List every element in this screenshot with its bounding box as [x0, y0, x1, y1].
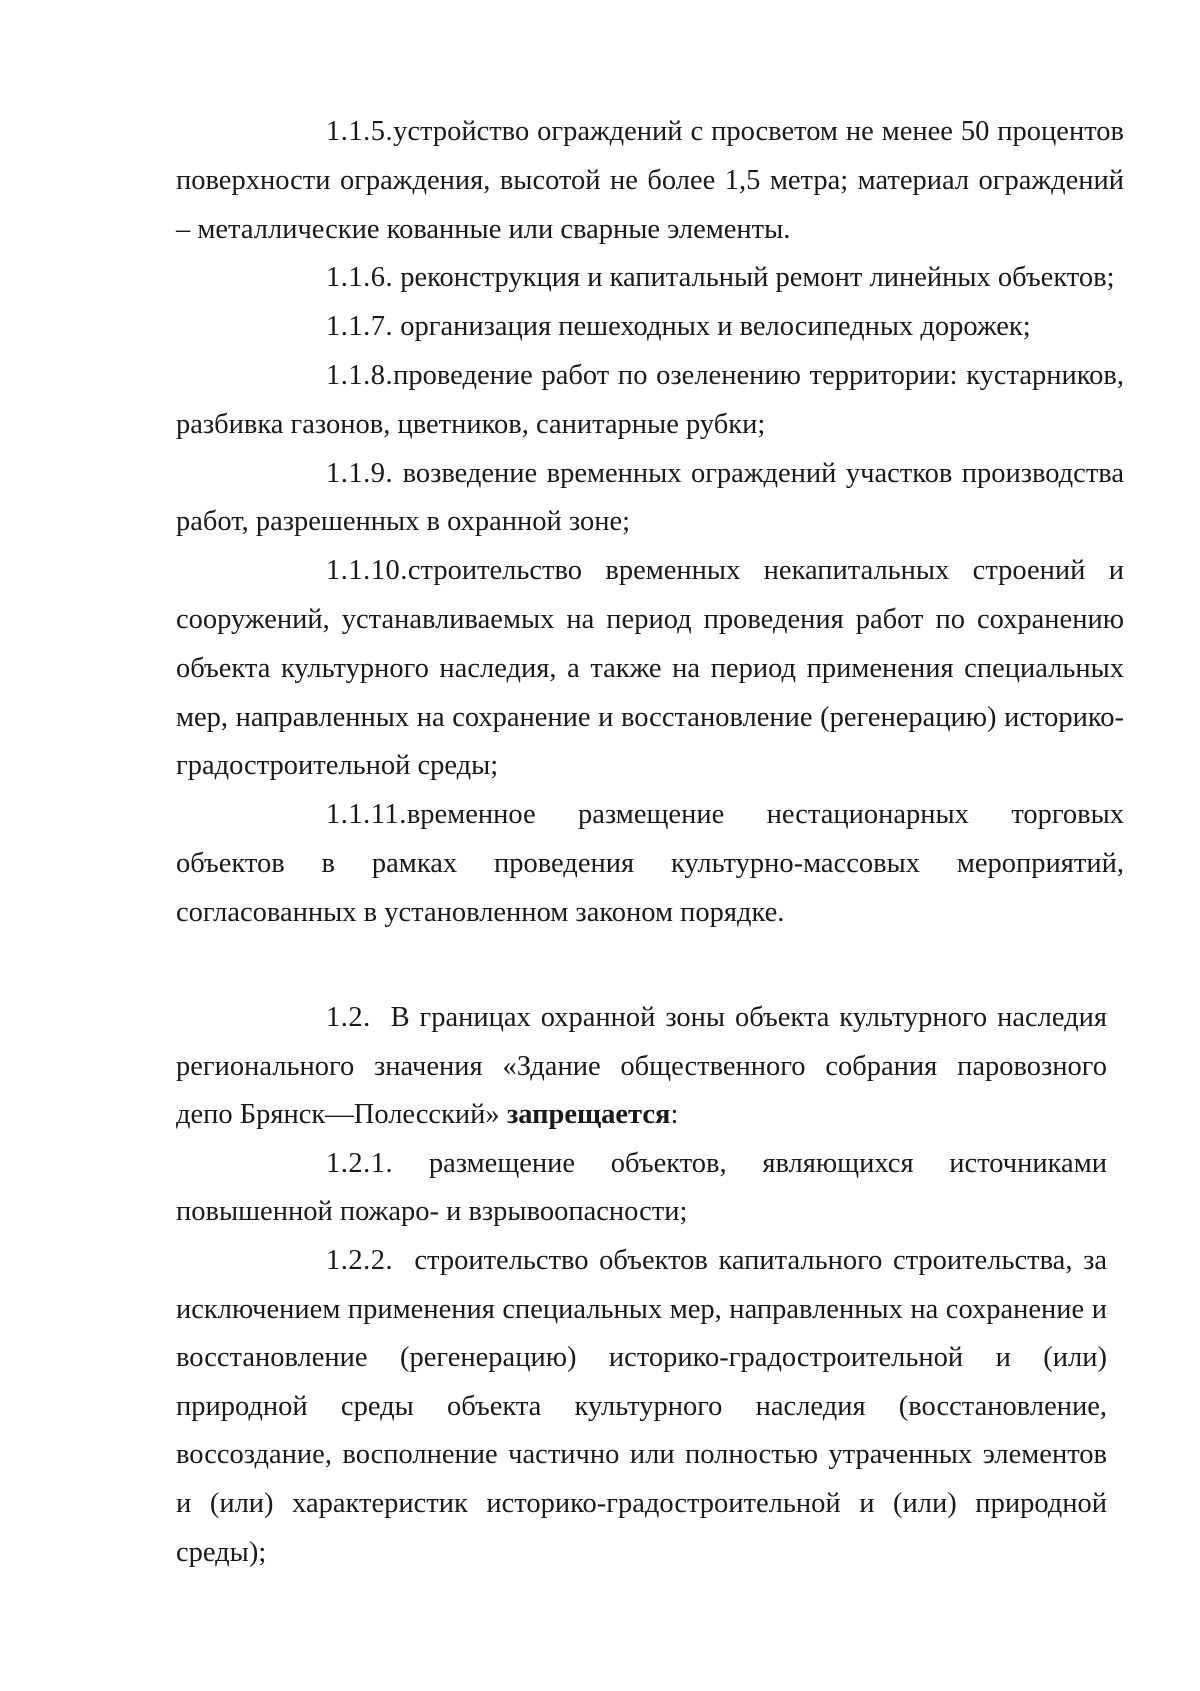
- list-item-1-2-2: [176, 1237, 1107, 1577]
- item-text: строительство объектов капитального строительства, за исключением применения специальных мер, направленных на сохранение и восстановление (регенерацию) историко-градостроительной и (или) природной среды объекта культурного наследия (восстановление, воссоздание, восполнение частично или полностью утраченных элементов и (или) характеристик историко-градостроительной и (или) природной среды);: [176, 1244, 1107, 1568]
- item-text: реконструкция и капитальный ремонт линейных объектов;: [400, 262, 1115, 294]
- list-item-1-1-5: [176, 108, 1124, 254]
- item-text: организация пешеходных и велосипедных дорожек;: [400, 311, 1031, 343]
- item-text: возведение временных ограждений участков производства работ, разрешенных в охранной зоне;: [176, 457, 1125, 538]
- item-text: временное размещение нестационарных торговых объектов в рамках проведения культурно-массовых мероприятий, согласованных в установленном законом порядке.: [176, 799, 1124, 928]
- list-item-1-1-9: [176, 450, 1124, 548]
- item-text: устройство ограждений с просветом не менее 50 процентов поверхности ограждения, высотой не более 1,5 метра; материал ограждений – металлические кованные или сварные элементы.: [176, 116, 1124, 245]
- list-item-1-1-10: [176, 547, 1124, 791]
- item-number: 1.1.7.: [326, 311, 394, 343]
- list-item-1-2-1: [176, 1140, 1107, 1237]
- prohibited-keyword: запрещается: [506, 1099, 671, 1131]
- section-text: В границах охранной зоны объекта культурного наследия регионального значения «Здание общественного собрания паровозного депо Брянск—Полесский»: [176, 1002, 1107, 1131]
- item-number: 1.2.1.: [326, 1147, 394, 1179]
- item-number: 1.1.9.: [326, 457, 394, 489]
- list-item-1-1-11: [176, 791, 1124, 937]
- section-1-2: [176, 994, 1107, 1577]
- item-number: 1.1.11.: [326, 799, 407, 831]
- section-1-2-heading: [176, 994, 1107, 1140]
- item-number: 1.1.8.: [326, 359, 394, 391]
- list-item-1-1-8: [176, 352, 1124, 450]
- section-tail: :: [670, 1099, 679, 1131]
- item-number: 1.1.10.: [326, 555, 408, 587]
- list-item-1-1-7: [176, 303, 1124, 352]
- item-text: размещение объектов, являющихся источниками повышенной пожаро- и взрывоопасности;: [176, 1147, 1107, 1228]
- item-number: 1.1.5.: [326, 116, 394, 147]
- item-number: 1.1.6.: [326, 262, 394, 294]
- section-number: 1.2.: [326, 1002, 371, 1033]
- item-text: проведение работ по озеленению территории: кустарников, разбивка газонов, цветников, санитарные рубки;: [176, 359, 1124, 440]
- item-text: строительство временных некапитальных строений и сооружений, устанавливаемых на период проведения работ по сохранению объекта культурного наследия, а также на период применения специальных мер, направленных на сохранение и восстановление (регенерацию) историко-градостроительной среды;: [176, 555, 1124, 782]
- item-number: 1.2.2.: [326, 1244, 394, 1276]
- section-1-1-list: [176, 108, 1124, 938]
- list-item-1-1-6: [176, 254, 1124, 303]
